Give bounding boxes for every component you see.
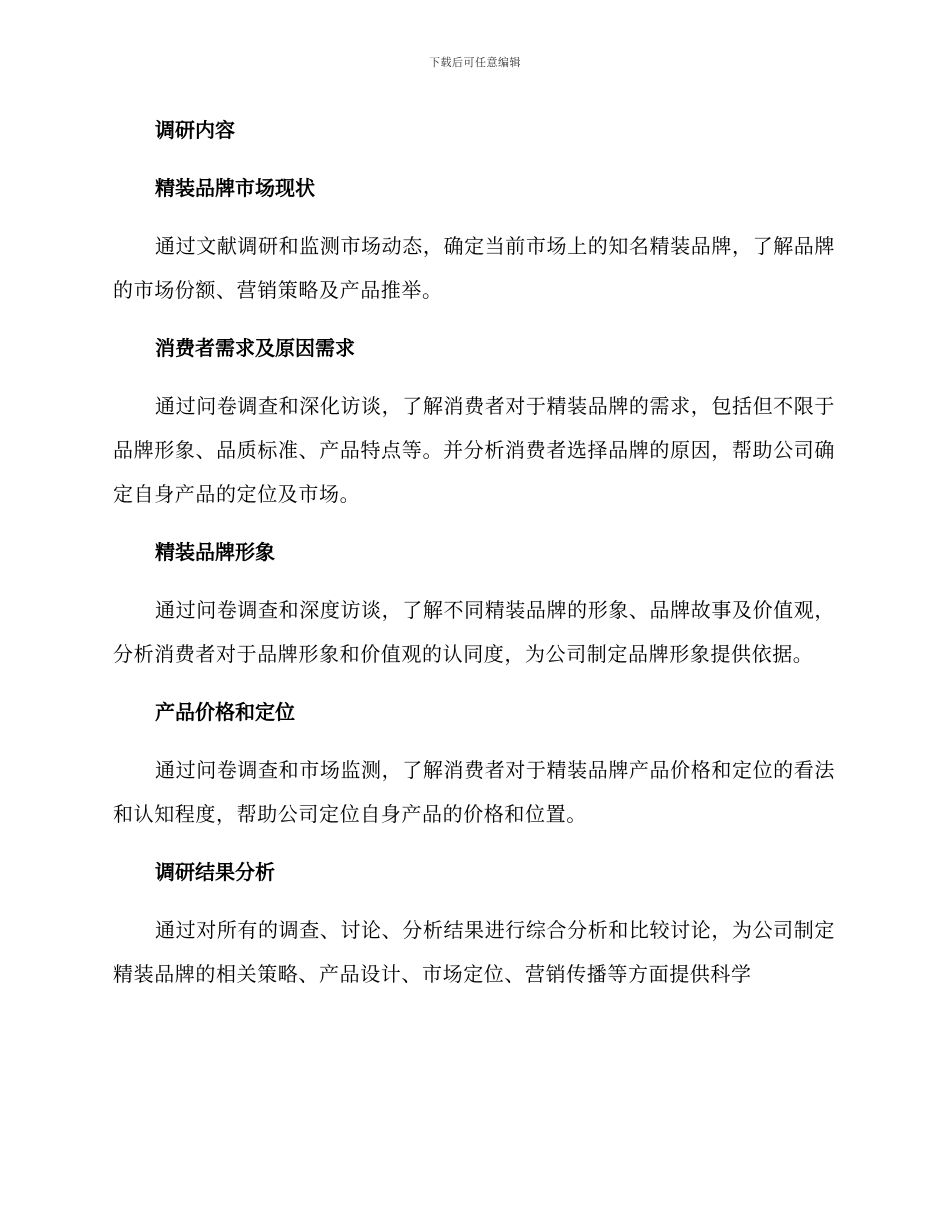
paragraph-market-status: 通过文献调研和监测市场动态，确定当前市场上的知名精装品牌，了解品牌的市场份额、营销策略及产品推举。 (113, 234, 835, 302)
paragraph-price-positioning: 通过问卷调查和市场监测，了解消费者对于精装品牌产品价格和定位的看法和认知程度，帮助公司定位自身产品的价格和位置。 (113, 758, 835, 826)
paragraph-brand-image: 通过问卷调查和深度访谈，了解不同精装品牌的形象、品牌故事及价值观，分析消费者对于品牌形象和价值观的认同度，为公司制定品牌形象提供依据。 (113, 598, 835, 666)
heading-market-status: 精装品牌市场现状 (155, 176, 315, 200)
heading-research-content: 调研内容 (155, 118, 235, 142)
document-body (113, 108, 835, 996)
heading-price-positioning: 产品价格和定位 (155, 700, 295, 724)
heading-brand-image: 精装品牌形象 (155, 540, 275, 564)
page-header: 下载后可任意编辑 (429, 56, 521, 69)
heading-consumer-demand: 消费者需求及原因需求 (155, 336, 355, 360)
heading-result-analysis: 调研结果分析 (155, 860, 275, 884)
paragraph-consumer-demand: 通过问卷调查和深化访谈，了解消费者对于精装品牌的需求，包括但不限于品牌形象、品质标准、产品特点等。并分析消费者选择品牌的原因，帮助公司确定自身产品的定位及市场。 (113, 394, 835, 506)
paragraph-result-analysis: 通过对所有的调查、讨论、分析结果进行综合分析和比较讨论，为公司制定精装品牌的相关策略、产品设计、市场定位、营销传播等方面提供科学 (113, 918, 835, 986)
